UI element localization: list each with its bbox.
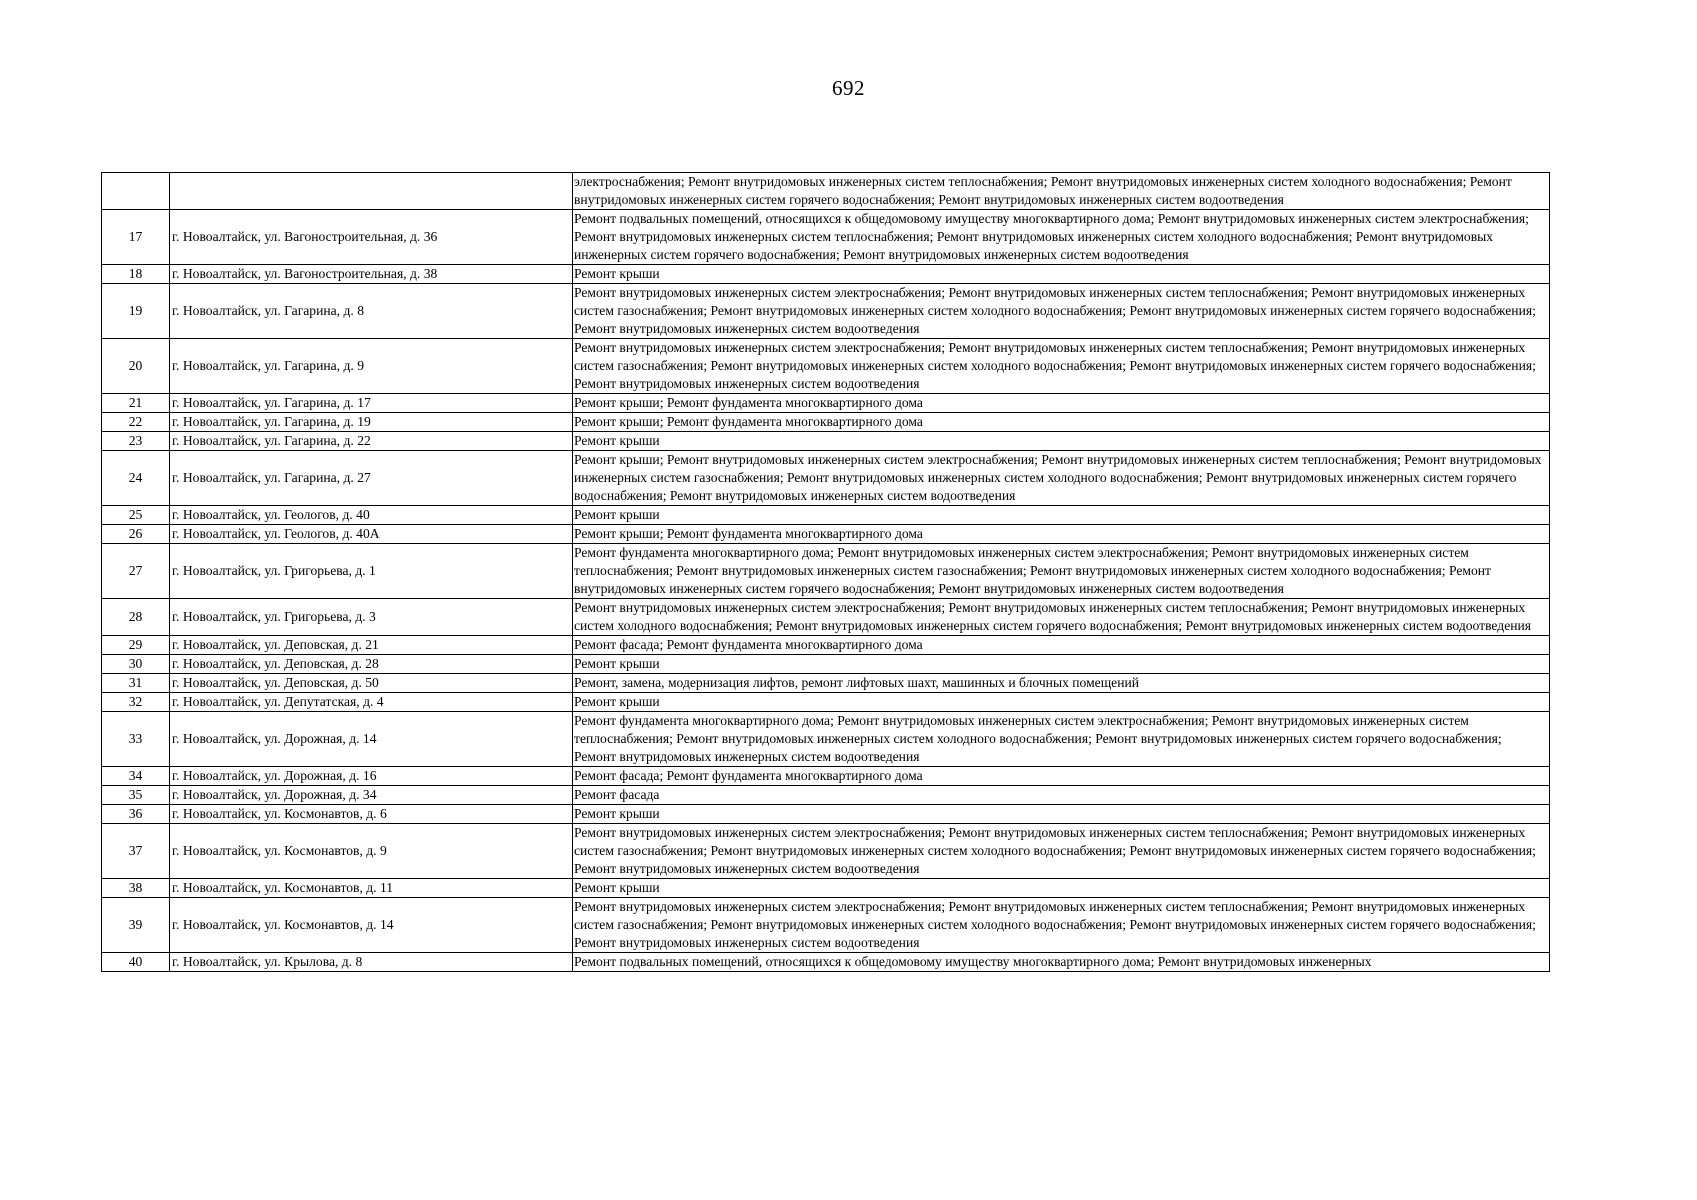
row-number: 26 xyxy=(102,525,170,544)
row-number: 33 xyxy=(102,712,170,767)
work-types-text: Ремонт фасада; Ремонт фундамента многоквартирного дома xyxy=(574,768,923,783)
work-types-text: Ремонт крыши; Ремонт внутридомовых инженерных систем электроснабжения; Ремонт внутридомовых инженерных систем теплоснабжения; Ремонт внутридомовых инженерных систем газоснабжения; Ремонт внутридомовых инженерных систем холодного водоснабжения; Ремонт внутридомовых инженерных систем горячего водоснабжения; Ремонт внутридомовых инженерных систем водоотведения xyxy=(574,452,1542,503)
table-row xyxy=(102,805,1550,824)
work-types-text: Ремонт крыши xyxy=(574,656,660,671)
row-work-types xyxy=(573,451,1550,506)
row-number: 24 xyxy=(102,451,170,506)
row-number: 35 xyxy=(102,786,170,805)
row-address: г. Новоалтайск, ул. Григорьева, д. 3 xyxy=(170,599,573,636)
row-address: г. Новоалтайск, ул. Геологов, д. 40А xyxy=(170,525,573,544)
row-number: 39 xyxy=(102,898,170,953)
table-row xyxy=(102,506,1550,525)
row-address: г. Новоалтайск, ул. Деповская, д. 28 xyxy=(170,655,573,674)
row-work-types xyxy=(573,284,1550,339)
row-number: 29 xyxy=(102,636,170,655)
row-work-types xyxy=(573,693,1550,712)
row-number: 23 xyxy=(102,432,170,451)
table-row xyxy=(102,413,1550,432)
row-work-types xyxy=(573,786,1550,805)
row-work-types xyxy=(573,898,1550,953)
row-address: г. Новоалтайск, ул. Гагарина, д. 8 xyxy=(170,284,573,339)
work-types-text: Ремонт внутридомовых инженерных систем электроснабжения; Ремонт внутридомовых инженерных систем теплоснабжения; Ремонт внутридомовых инженерных систем газоснабжения; Ремонт внутридомовых инженерных систем холодного водоснабжения; Ремонт внутридомовых инженерных систем горячего водоснабжения; Ремонт внутридомовых инженерных систем водоотведения xyxy=(574,340,1536,391)
work-types-text: Ремонт, замена, модернизация лифтов, ремонт лифтовых шахт, машинных и блочных помещений xyxy=(574,675,1140,690)
row-work-types xyxy=(573,805,1550,824)
row-address: г. Новоалтайск, ул. Григорьева, д. 1 xyxy=(170,544,573,599)
row-number: 19 xyxy=(102,284,170,339)
table-row xyxy=(102,544,1550,599)
work-types-text: Ремонт крыши xyxy=(574,806,660,821)
page-number: 692 xyxy=(832,76,865,100)
work-types-text: Ремонт крыши; Ремонт фундамента многоквартирного дома xyxy=(574,395,923,410)
row-address: г. Новоалтайск, ул. Дорожная, д. 16 xyxy=(170,767,573,786)
row-work-types xyxy=(573,712,1550,767)
table-row xyxy=(102,953,1550,972)
row-work-types xyxy=(573,173,1550,210)
table-row xyxy=(102,824,1550,879)
row-address: г. Новоалтайск, ул. Геологов, д. 40 xyxy=(170,506,573,525)
row-number: 18 xyxy=(102,265,170,284)
row-work-types xyxy=(573,879,1550,898)
row-work-types xyxy=(573,265,1550,284)
row-work-types xyxy=(573,413,1550,432)
work-types-text: Ремонт подвальных помещений, относящихся к общедомовому имуществу многоквартирного дома; Ремонт внутридомовых инженерных xyxy=(574,954,1372,969)
row-work-types xyxy=(573,824,1550,879)
table-row xyxy=(102,173,1550,210)
row-address: г. Новоалтайск, ул. Дорожная, д. 14 xyxy=(170,712,573,767)
table-row xyxy=(102,599,1550,636)
table-row xyxy=(102,432,1550,451)
table-row xyxy=(102,210,1550,265)
row-address xyxy=(170,173,573,210)
row-work-types xyxy=(573,599,1550,636)
table-row xyxy=(102,339,1550,394)
row-work-types xyxy=(573,432,1550,451)
table-row xyxy=(102,693,1550,712)
row-work-types xyxy=(573,544,1550,599)
row-work-types xyxy=(573,953,1550,972)
table-row xyxy=(102,898,1550,953)
row-address: г. Новоалтайск, ул. Деповская, д. 50 xyxy=(170,674,573,693)
row-address: г. Новоалтайск, ул. Гагарина, д. 19 xyxy=(170,413,573,432)
work-types-text: Ремонт фундамента многоквартирного дома; Ремонт внутридомовых инженерных систем электроснабжения; Ремонт внутридомовых инженерных систем теплоснабжения; Ремонт внутридомовых инженерных систем газоснабжения; Ремонт внутридомовых инженерных систем холодного водоснабжения; Ремонт внутридомовых инженерных систем горячего водоснабжения; Ремонт внутридомовых инженерных систем водоотведения xyxy=(574,545,1491,596)
table-row xyxy=(102,879,1550,898)
row-address: г. Новоалтайск, ул. Деповская, д. 21 xyxy=(170,636,573,655)
row-number: 36 xyxy=(102,805,170,824)
row-address: г. Новоалтайск, ул. Гагарина, д. 9 xyxy=(170,339,573,394)
row-work-types xyxy=(573,636,1550,655)
work-types-text: Ремонт крыши; Ремонт фундамента многоквартирного дома xyxy=(574,526,923,541)
row-number xyxy=(102,173,170,210)
row-work-types xyxy=(573,525,1550,544)
row-work-types xyxy=(573,394,1550,413)
work-types-text: Ремонт внутридомовых инженерных систем электроснабжения; Ремонт внутридомовых инженерных систем теплоснабжения; Ремонт внутридомовых инженерных систем холодного водоснабжения; Ремонт внутридомовых инженерных систем горячего водоснабжения; Ремонт внутридомовых инженерных систем водоотведения xyxy=(574,600,1532,633)
row-work-types xyxy=(573,767,1550,786)
row-number: 32 xyxy=(102,693,170,712)
row-work-types xyxy=(573,339,1550,394)
work-types-text: Ремонт крыши xyxy=(574,433,660,448)
row-work-types xyxy=(573,655,1550,674)
row-work-types xyxy=(573,674,1550,693)
work-types-text: Ремонт внутридомовых инженерных систем электроснабжения; Ремонт внутридомовых инженерных систем теплоснабжения; Ремонт внутридомовых инженерных систем газоснабжения; Ремонт внутридомовых инженерных систем холодного водоснабжения; Ремонт внутридомовых инженерных систем горячего водоснабжения; Ремонт внутридомовых инженерных систем водоотведения xyxy=(574,899,1536,950)
row-address: г. Новоалтайск, ул. Космонавтов, д. 6 xyxy=(170,805,573,824)
row-number: 37 xyxy=(102,824,170,879)
work-types-text: электроснабжения; Ремонт внутридомовых инженерных систем теплоснабжения; Ремонт внутридомовых инженерных систем холодного водоснабжения; Ремонт внутридомовых инженерных систем горячего водоснабжения; Ремонт внутридомовых инженерных систем водоотведения xyxy=(574,174,1512,207)
row-number: 17 xyxy=(102,210,170,265)
row-address: г. Новоалтайск, ул. Гагарина, д. 17 xyxy=(170,394,573,413)
table-row xyxy=(102,655,1550,674)
row-number: 20 xyxy=(102,339,170,394)
row-number: 31 xyxy=(102,674,170,693)
work-types-text: Ремонт крыши xyxy=(574,266,660,281)
table-row xyxy=(102,451,1550,506)
row-number: 38 xyxy=(102,879,170,898)
table-row xyxy=(102,284,1550,339)
work-types-text: Ремонт подвальных помещений, относящихся к общедомовому имуществу многоквартирного дома; Ремонт внутридомовых инженерных систем электроснабжения; Ремонт внутридомовых инженерных систем теплоснабжения; Ремонт внутридомовых инженерных систем холодного водоснабжения; Ремонт внутридомовых инженерных систем горячего водоснабжения; Ремонт внутридомовых инженерных систем водоотведения xyxy=(574,211,1529,262)
table-row xyxy=(102,525,1550,544)
table-row xyxy=(102,767,1550,786)
table-row xyxy=(102,265,1550,284)
row-address: г. Новоалтайск, ул. Вагоностроительная, д. 38 xyxy=(170,265,573,284)
table-row xyxy=(102,786,1550,805)
row-address: г. Новоалтайск, ул. Депутатская, д. 4 xyxy=(170,693,573,712)
repair-register-table xyxy=(101,172,1550,972)
work-types-text: Ремонт крыши xyxy=(574,507,660,522)
table-row xyxy=(102,636,1550,655)
work-types-text: Ремонт крыши xyxy=(574,880,660,895)
table-row xyxy=(102,394,1550,413)
row-number: 40 xyxy=(102,953,170,972)
row-work-types xyxy=(573,506,1550,525)
table-body xyxy=(102,173,1550,972)
row-address: г. Новоалтайск, ул. Вагоностроительная, д. 36 xyxy=(170,210,573,265)
row-address: г. Новоалтайск, ул. Космонавтов, д. 9 xyxy=(170,824,573,879)
row-number: 28 xyxy=(102,599,170,636)
table-row xyxy=(102,712,1550,767)
table-row xyxy=(102,674,1550,693)
row-number: 27 xyxy=(102,544,170,599)
row-work-types xyxy=(573,210,1550,265)
row-address: г. Новоалтайск, ул. Дорожная, д. 34 xyxy=(170,786,573,805)
work-types-text: Ремонт фасада xyxy=(574,787,660,802)
row-address: г. Новоалтайск, ул. Космонавтов, д. 14 xyxy=(170,898,573,953)
row-number: 30 xyxy=(102,655,170,674)
work-types-text: Ремонт фундамента многоквартирного дома; Ремонт внутридомовых инженерных систем электроснабжения; Ремонт внутридомовых инженерных систем теплоснабжения; Ремонт внутридомовых инженерных систем холодного водоснабжения; Ремонт внутридомовых инженерных систем горячего водоснабжения; Ремонт внутридомовых инженерных систем водоотведения xyxy=(574,713,1502,764)
work-types-text: Ремонт крыши xyxy=(574,694,660,709)
row-number: 25 xyxy=(102,506,170,525)
row-address: г. Новоалтайск, ул. Крылова, д. 8 xyxy=(170,953,573,972)
work-types-text: Ремонт фасада; Ремонт фундамента многоквартирного дома xyxy=(574,637,923,652)
work-types-text: Ремонт крыши; Ремонт фундамента многоквартирного дома xyxy=(574,414,923,429)
row-address: г. Новоалтайск, ул. Гагарина, д. 27 xyxy=(170,451,573,506)
row-number: 22 xyxy=(102,413,170,432)
row-number: 34 xyxy=(102,767,170,786)
work-types-text: Ремонт внутридомовых инженерных систем электроснабжения; Ремонт внутридомовых инженерных систем теплоснабжения; Ремонт внутридомовых инженерных систем газоснабжения; Ремонт внутридомовых инженерных систем холодного водоснабжения; Ремонт внутридомовых инженерных систем горячего водоснабжения; Ремонт внутридомовых инженерных систем водоотведения xyxy=(574,285,1536,336)
row-address: г. Новоалтайск, ул. Гагарина, д. 22 xyxy=(170,432,573,451)
row-address: г. Новоалтайск, ул. Космонавтов, д. 11 xyxy=(170,879,573,898)
work-types-text: Ремонт внутридомовых инженерных систем электроснабжения; Ремонт внутридомовых инженерных систем теплоснабжения; Ремонт внутридомовых инженерных систем газоснабжения; Ремонт внутридомовых инженерных систем холодного водоснабжения; Ремонт внутридомовых инженерных систем горячего водоснабжения; Ремонт внутридомовых инженерных систем водоотведения xyxy=(574,825,1536,876)
row-number: 21 xyxy=(102,394,170,413)
